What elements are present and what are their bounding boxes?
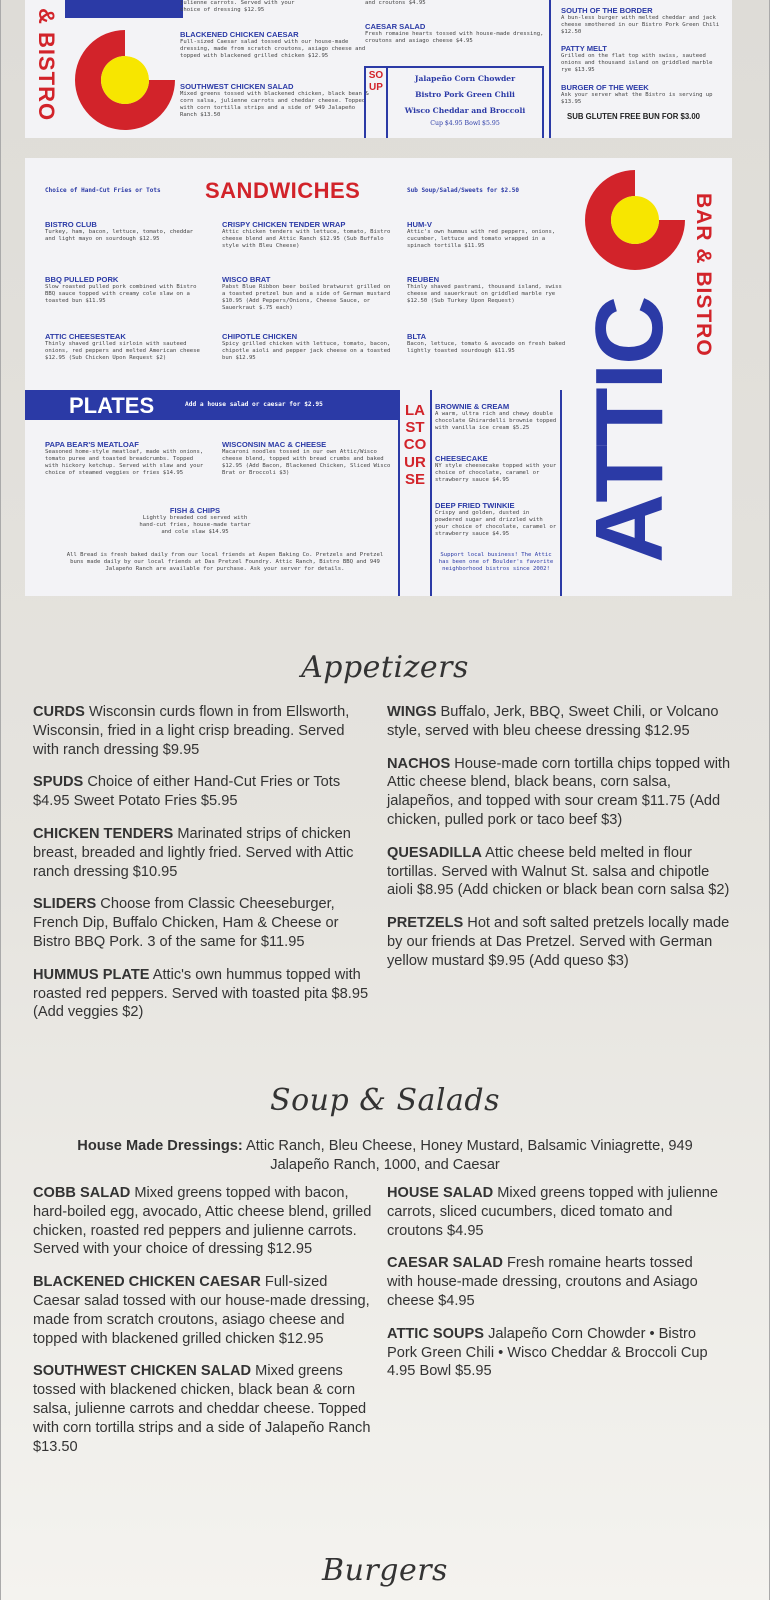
card1-divider <box>549 0 551 138</box>
sandwich-item: HUM-V Attic's own hummus with red peppers, onions, cucumber, lettuce and tomato wrapped in a spinach tortilla $11.95 <box>407 220 556 249</box>
plate-item: FISH & CHIPS Lightly breaded cod served with hand-cut fries, house-made tartar and cole slaw $14.95 <box>139 506 251 535</box>
plate-item: WISCONSIN MAC & CHEESE Macaroni noodles tossed in our own Attic/Wisco cheese blend, topped with bread crumbs and baked $12.95 (Add Bacon, Blackened Chicken, Sliced Wisco Brat or Broccoli $3) <box>222 440 391 476</box>
menu-item: QUESADILLA Attic cheese beld melted in flour tortillas. Served with Walnut St. salsa and chipotle aioli $8.95 (Add chicken or black bean corn salsa $2) <box>387 844 730 899</box>
dessert-item: CHEESECAKE NY style cheesecake topped with your choice of chocolate, caramel or strawberry sauce $4.95 <box>435 454 557 483</box>
menu-item: COBB SALAD Mixed greens topped with bacon, hard-boiled egg, avocado, Attic cheese blend, grilled chicken, roasted red peppers and julienne carrots. Served with your choice of dressing $12.95 <box>33 1185 372 1258</box>
card1-blackened: BLACKENED CHICKEN CAESAR Full-sized Caesar salad tossed with our house-made dressing, made from scratch croutons, asiago cheese and topped with blackened grilled chicken $12.95 <box>180 30 366 59</box>
burgers-heading: Burgers <box>322 1553 448 1588</box>
menu-item: WINGS Buffalo, Jerk, BBQ, Sweet Chili, or Volcano style, served with bleu cheese dressing $12.95 <box>387 704 719 739</box>
appetizers-left-column <box>33 703 373 1036</box>
sandwich-item: CHIPOTLE CHICKEN Spicy grilled chicken with lettuce, tomato, bacon, chipotle aioli and pepper jack cheese on a toasted bun $12.95 <box>222 332 391 361</box>
card1-week: BURGER OF THE WEEK Ask your server what the Bistro is serving up $13.95 <box>561 83 713 105</box>
colorado-logo-icon <box>63 26 187 130</box>
sandwich-item: BLTA Bacon, lettuce, tomato & avocado on fresh baked lightly toasted sourdough $11.95 <box>407 332 566 354</box>
sandwich-item: BBQ PULLED PORK Slow roasted pulled pork combined with Bistro BBQ sauce topped with creamy cole slaw on a toasted bun $11.95 <box>45 275 197 304</box>
salads-left-column <box>33 1184 373 1470</box>
sandwiches-heading: SANDWICHES <box>205 178 361 203</box>
sandwich-item: WISCO BRAT Pabst Blue Ribbon beer boiled bratwurst grilled on a toasted pretzel bun and a side of German mustard $10.95 (Add Peppers/Onions, Cheese Sauce, or Sauerkraut $.75 each) <box>222 275 391 311</box>
plate-item: PAPA BEAR'S MEATLOAF Seasoned home-style meatloaf, made with onions, tomato puree and toasted breadcrumbs. Topped with hickory ketchup. Served with slaw and your choice of steamed veggies or fries $14.95 <box>45 440 204 476</box>
appetizers-right-column <box>387 703 732 985</box>
sub-soup-note: Sub Soup/Salad/Sweets for $2.50 <box>407 187 519 194</box>
menu-item: NACHOS House-made corn tortilla chips topped with Attic cheese blend, black beans, corn salsa, jalapeños, and topped with sour cream $11.75 (Add chicken, pulled pork or taco beef $3) <box>387 755 731 828</box>
last-course-vertical-label: LAST COURSE <box>403 402 427 488</box>
last-course-divider-right <box>560 390 562 596</box>
card1-patty: PATTY MELT Grilled on the flat top with swiss, sauteed onions and thousand island on griddled marble rye $13.95 <box>561 44 713 73</box>
attic-logo-text: ATTIC <box>576 297 683 563</box>
bar-bistro-logo-text: BAR & BISTRO <box>692 193 715 357</box>
menu-item: CAESAR SALAD Fresh romaine hearts tossed with house-made dressing, croutons and Asiago cheese $4.95 <box>387 1255 698 1309</box>
dessert-item: BROWNIE & CREAM A warm, ultra rich and chewy double chocolate Ghirardelli brownie topped with vanilla ice cream $5.25 <box>435 402 557 431</box>
sandwich-item: BISTRO CLUB Turkey, ham, bacon, lettuce, tomato, cheddar and light mayo on sourdough $12.95 <box>45 220 194 242</box>
card1-left-fragment: julienne carrots. Served with your choice of dressing $12.95 <box>180 0 295 13</box>
soup-list: Jalapeño Corn Chowder Bistro Pork Green Chili Wisco Cheddar and Broccoli Cup $4.95 Bowl $5.95 <box>404 74 526 127</box>
menu-image-salads-burgers <box>25 0 732 138</box>
plates-subtitle: Add a house salad or caesar for $2.95 <box>185 401 323 408</box>
brand-vertical-text: & BISTRO <box>34 8 59 122</box>
menu-item: SLIDERS Choose from Classic Cheeseburger, French Dip, Buffalo Chicken, Ham & Cheese or Bistro BBQ Pork. 3 of the same for $11.95 <box>33 896 339 950</box>
last-course-divider-mid <box>430 390 432 596</box>
soup-box <box>364 66 544 138</box>
menu-item: CHICKEN TENDERS Marinated strips of chicken breast, breaded and lightly fried. Served with Attic ranch dressing $10.95 <box>33 825 354 880</box>
dessert-item: DEEP FRIED TWINKIE Crispy and golden, dusted in powdered sugar and drizzled with your choice of chocolate, caramel or strawberry sauce $4.95 <box>435 501 557 537</box>
sandwich-item: ATTIC CHEESESTEAK Thinly shaved grilled sirloin with sauteed onions, red peppers and melted American cheese $12.95 (Sub Chicken Upon Request $2) <box>45 332 200 361</box>
soup-vertical-label: SOUP <box>366 68 388 138</box>
appetizers-heading: Appetizers <box>301 650 469 685</box>
card1-caesar: CAESAR SALAD Fresh romaine hearts tossed with house-made dressing, croutons and asiago cheese $4.95 <box>365 22 544 44</box>
menu-item: BLACKENED CHICKEN CAESAR Full-sized Caesar salad tossed with our house-made dressing, made from scratch croutons, asiago cheese and topped with blackened grilled chicken $12.95 <box>33 1274 370 1347</box>
menu-item: PRETZELS Hot and soft salted pretzels locally made by our friends at Das Pretzel. Served with German yellow mustard $9.95 (Add queso $3) <box>387 915 730 969</box>
menu-image-sandwiches <box>25 158 732 596</box>
plates-banner <box>25 390 400 420</box>
menu-item: SPUDS Choice of either Hand-Cut Fries or Tots $4.95 Sweet Potato Fries $5.95 <box>33 774 341 810</box>
menu-item: SOUTHWEST CHICKEN SALAD Mixed greens tossed with blackened chicken, black bean & corn salsa, julienne carrots and cheddar cheese. Topped with corn tortilla strips and a side of Jalapeño Ranch $13.50 <box>33 1363 371 1455</box>
last-course-divider-left <box>398 390 400 596</box>
hand-cut-note: Choice of Hand-Cut Fries or Tots <box>45 187 161 194</box>
menu-item: HOUSE SALAD Mixed greens topped with julienne carrots, sliced cucumbers, diced tomato and croutons $4.95 <box>387 1185 718 1239</box>
card1-border: SOUTH OF THE BORDER A bun-less burger with melted cheddar and jack cheese smothered in our Bistro Pork Green Chili $12.50 <box>561 6 720 35</box>
blue-block <box>65 0 183 18</box>
soup-salads-heading: Soup & Salads <box>270 1083 500 1118</box>
menu-item: CURDS Wisconsin curds flown in from Ellsworth, Wisconsin, fried in a light crisp breading. Served with ranch dressing $9.95 <box>33 704 350 758</box>
bread-note: All Bread is fresh baked daily from our local friends at Aspen Baking Co. Pretzels and Pretzel buns made daily by our local friends at Das Pretzel Foundry. Attic Ranch, Bistro BBQ and 949 Jalapeño Ranch are available for purchase. Ask your server for details. <box>66 552 384 572</box>
card1-southwest: SOUTHWEST CHICKEN SALAD Mixed greens tossed with blackened chicken, black bean & corn salsa, julienne carrots and cheddar cheese. Topped with corn tortilla strips and a side of 949 Jalapeño Ranch $13.50 <box>180 82 369 118</box>
menu-item: HUMMUS PLATE Attic's own hummus topped with roasted red peppers. Served with toasted pita $8.95 (Add veggies $2) <box>33 966 369 1021</box>
plates-heading: PLATES <box>69 393 155 418</box>
gluten-free-note: SUB GLUTEN FREE BUN FOR $3.00 <box>567 112 701 121</box>
dressings-note: House Made Dressings: Attic Ranch, Bleu Cheese, Honey Mustard, Balsamic Viniagrette, 949 Jalapeño Ranch, 1000, and Caesar <box>77 1138 693 1173</box>
card1-mid-fragment: and croutons $4.95 <box>365 0 426 6</box>
colorado-logo-icon <box>583 168 687 272</box>
menu-item: ATTIC SOUPS Jalapeño Corn Chowder • Bistro Pork Green Chili • Wisco Cheddar & Broccoli Cup 4.95 Bowl $5.95 <box>387 1325 708 1380</box>
salads-right-column <box>387 1184 722 1395</box>
support-local-note: Support local business! The Attic has been one of Boulder's favorite neighborhood bistros since 2002! <box>438 552 554 572</box>
sandwich-item: CRISPY CHICKEN TENDER WRAP Attic chicken tenders with lettuce, tomato, Bistro cheese blend and Attic Ranch $12.95 (Sub Buffalo style with Bleu Cheese) <box>222 220 391 249</box>
sandwich-item: REUBEN Thinly shaved pastrami, thousand island, swiss cheese and sauerkraut on griddled marble rye $12.50 (Sub Turkey Upon Request) <box>407 275 562 304</box>
